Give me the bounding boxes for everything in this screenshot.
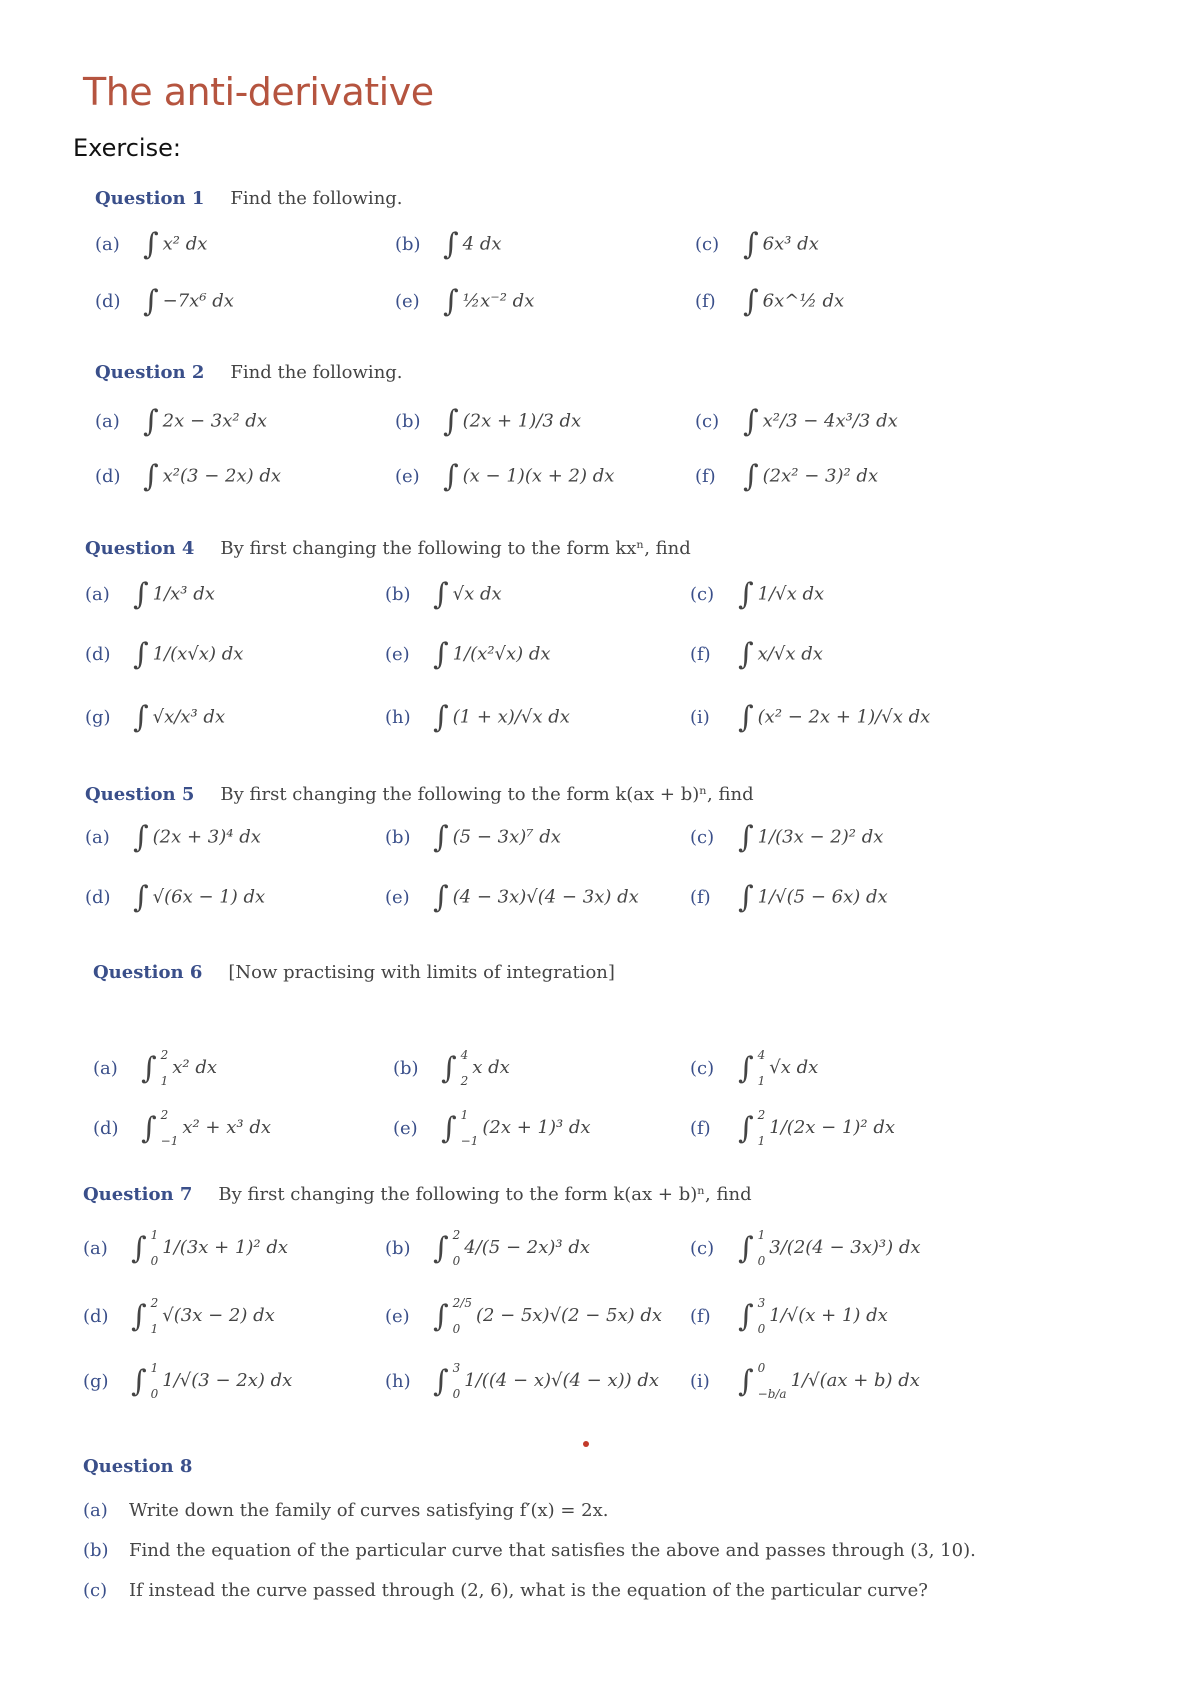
integral-expression bbox=[441, 1042, 510, 1094]
q4-part-d bbox=[85, 637, 243, 672]
q7-part-g bbox=[83, 1355, 292, 1407]
integral-expression bbox=[133, 637, 243, 672]
integral-expression bbox=[133, 820, 261, 855]
integral-sign: ∫ bbox=[738, 700, 754, 735]
q7-instruction: By first changing the following to the form k(ax + b)ⁿ, find bbox=[218, 1184, 752, 1205]
integral-expression bbox=[433, 1222, 590, 1274]
q7-label: Question 7 bbox=[83, 1184, 193, 1205]
integral-sign: ∫ bbox=[738, 1230, 754, 1266]
q7-part-i bbox=[690, 1355, 920, 1407]
integration-limits bbox=[758, 1042, 766, 1094]
q1-part-d bbox=[95, 284, 234, 319]
upper-limit: 1 bbox=[460, 1108, 469, 1122]
integral-sign: ∫ bbox=[433, 880, 449, 915]
integral-sign: ∫ bbox=[443, 284, 459, 319]
q1-part-a bbox=[95, 227, 207, 262]
q5-part-a bbox=[85, 820, 261, 855]
q2-part-d bbox=[95, 459, 281, 494]
integration-limits bbox=[453, 1355, 461, 1407]
integral-sign: ∫ bbox=[441, 1110, 457, 1146]
integral-sign: ∫ bbox=[141, 1110, 157, 1146]
integral-sign: ∫ bbox=[743, 404, 759, 439]
lower-limit: 1 bbox=[757, 1074, 766, 1088]
q7-part-a bbox=[83, 1222, 288, 1274]
integral-expression bbox=[743, 404, 898, 439]
part-text: If instead the curve passed through (2, 6), what is the equation of the particular curve? bbox=[129, 1580, 928, 1601]
part-label: (a) bbox=[85, 584, 110, 605]
q7-part-f bbox=[690, 1290, 888, 1342]
integrand: 6x³ dx bbox=[762, 233, 819, 255]
integrand: 4/(5 − 2x)³ dx bbox=[464, 1237, 591, 1258]
lower-limit: 0 bbox=[452, 1387, 461, 1401]
part-label: (a) bbox=[93, 1057, 118, 1079]
q4-part-i bbox=[690, 700, 930, 735]
lower-limit: 0 bbox=[150, 1387, 159, 1401]
integral-sign: ∫ bbox=[143, 227, 159, 262]
integrand: (x − 1)(x + 2) dx bbox=[462, 465, 615, 487]
part-label: (c) bbox=[690, 827, 715, 848]
part-label: (b) bbox=[385, 1237, 411, 1259]
integral-expression bbox=[131, 1355, 292, 1407]
integration-limits bbox=[453, 1222, 461, 1274]
part-label: (g) bbox=[85, 707, 111, 728]
q6-part-c bbox=[690, 1042, 818, 1094]
q8-header bbox=[83, 1456, 218, 1477]
integrand: √x dx bbox=[452, 583, 502, 605]
part-label: (d) bbox=[93, 1117, 119, 1139]
integral-sign: ∫ bbox=[133, 700, 149, 735]
page-title: The anti-derivative bbox=[83, 70, 434, 114]
integration-limits bbox=[161, 1042, 169, 1094]
lower-limit: −b/a bbox=[757, 1387, 787, 1401]
part-label: (f) bbox=[690, 887, 711, 908]
integrand: (2x + 1)/3 dx bbox=[462, 410, 582, 432]
integral-expression bbox=[433, 700, 570, 735]
q5-part-b bbox=[385, 820, 561, 855]
integral-sign: ∫ bbox=[743, 227, 759, 262]
q4-instruction: By first changing the following to the form kxⁿ, find bbox=[220, 538, 691, 559]
integral-sign: ∫ bbox=[143, 284, 159, 319]
part-label: (d) bbox=[85, 644, 111, 665]
integral-sign: ∫ bbox=[743, 459, 759, 494]
integration-limits bbox=[151, 1290, 159, 1342]
q7-part-b bbox=[385, 1222, 590, 1274]
integrand: x²(3 − 2x) dx bbox=[162, 465, 282, 487]
q7-part-e bbox=[385, 1290, 662, 1342]
integral-expression bbox=[738, 700, 930, 735]
q1-part-c bbox=[695, 227, 819, 262]
part-label: (b) bbox=[385, 827, 411, 848]
lower-limit: −1 bbox=[460, 1134, 479, 1148]
integral-expression bbox=[131, 1290, 275, 1342]
integrand: 3/(2(4 − 3x)³) dx bbox=[769, 1237, 921, 1258]
part-label: (b) bbox=[393, 1057, 419, 1079]
integral-expression bbox=[738, 1102, 895, 1154]
part-label: (i) bbox=[690, 1370, 710, 1392]
integral-expression bbox=[133, 700, 225, 735]
q5-part-c bbox=[690, 820, 883, 855]
integral-sign: ∫ bbox=[738, 577, 754, 612]
integral-expression bbox=[433, 637, 551, 672]
integrand: (5 − 3x)⁷ dx bbox=[452, 826, 561, 848]
integral-sign: ∫ bbox=[738, 637, 754, 672]
q5-part-e bbox=[385, 880, 639, 915]
integrand: 1/√(5 − 6x) dx bbox=[757, 886, 888, 908]
integral-expression bbox=[141, 1042, 217, 1094]
integral-sign: ∫ bbox=[738, 880, 754, 915]
q6-instruction: [Now practising with limits of integration] bbox=[228, 962, 615, 983]
integral-sign: ∫ bbox=[133, 637, 149, 672]
upper-limit: 4 bbox=[460, 1048, 469, 1062]
integral-expression bbox=[133, 577, 215, 612]
lower-limit: 1 bbox=[150, 1322, 159, 1336]
integral-sign: ∫ bbox=[433, 1298, 449, 1334]
integral-sign: ∫ bbox=[433, 820, 449, 855]
lower-limit: 0 bbox=[757, 1254, 766, 1268]
integral-expression bbox=[743, 459, 878, 494]
q2-header bbox=[95, 362, 403, 383]
part-label: (e) bbox=[385, 887, 410, 908]
integral-sign: ∫ bbox=[131, 1230, 147, 1266]
upper-limit: 2 bbox=[452, 1228, 461, 1242]
part-label: (a) bbox=[95, 234, 120, 255]
upper-limit: 3 bbox=[757, 1296, 766, 1310]
integrand: 1/√x dx bbox=[757, 583, 825, 605]
red-dot-mark bbox=[583, 1441, 589, 1447]
q2-part-f bbox=[695, 459, 878, 494]
integration-limits bbox=[758, 1102, 766, 1154]
q1-part-b bbox=[395, 227, 502, 262]
integral-expression bbox=[743, 227, 819, 262]
q4-part-e bbox=[385, 637, 551, 672]
integral-sign: ∫ bbox=[131, 1298, 147, 1334]
integral-expression bbox=[143, 227, 207, 262]
integral-expression bbox=[738, 880, 888, 915]
integrand: x² dx bbox=[162, 233, 208, 255]
lower-limit: 0 bbox=[452, 1254, 461, 1268]
integral-sign: ∫ bbox=[133, 820, 149, 855]
q4-header bbox=[85, 538, 691, 559]
part-label: (i) bbox=[690, 707, 710, 728]
integrand: 1/(x√x) dx bbox=[152, 643, 244, 665]
integral-expression bbox=[738, 1222, 921, 1274]
integrand: (2x + 1)³ dx bbox=[482, 1117, 591, 1138]
integrand: 2x − 3x² dx bbox=[162, 410, 267, 432]
integral-sign: ∫ bbox=[738, 1363, 754, 1399]
part-label: (g) bbox=[83, 1370, 109, 1392]
integral-sign: ∫ bbox=[433, 577, 449, 612]
part-label: (e) bbox=[385, 1305, 410, 1327]
q6-part-f bbox=[690, 1102, 895, 1154]
integral-expression bbox=[738, 1355, 920, 1407]
upper-limit: 2/5 bbox=[452, 1296, 472, 1310]
part-label: (f) bbox=[690, 1305, 711, 1327]
q1-header bbox=[95, 188, 403, 209]
part-label: (a) bbox=[85, 827, 110, 848]
lower-limit: −1 bbox=[160, 1134, 179, 1148]
integral-sign: ∫ bbox=[738, 820, 754, 855]
q6-part-d bbox=[93, 1102, 271, 1154]
integrand: √x/x³ dx bbox=[152, 706, 226, 728]
part-label: (d) bbox=[95, 291, 121, 312]
q6-label: Question 6 bbox=[93, 962, 203, 983]
part-label: (e) bbox=[395, 291, 420, 312]
q5-instruction: By first changing the following to the form k(ax + b)ⁿ, find bbox=[220, 784, 754, 805]
integral-expression bbox=[433, 820, 561, 855]
upper-limit: 1 bbox=[150, 1228, 159, 1242]
q5-part-f bbox=[690, 880, 888, 915]
integrand: x²/3 − 4x³/3 dx bbox=[762, 410, 898, 432]
integration-limits bbox=[453, 1290, 472, 1342]
upper-limit: 2 bbox=[160, 1048, 169, 1062]
integral-sign: ∫ bbox=[433, 1230, 449, 1266]
lower-limit: 2 bbox=[460, 1074, 469, 1088]
part-label: (a) bbox=[83, 1237, 108, 1259]
integral-sign: ∫ bbox=[433, 637, 449, 672]
integrand: 1/(3x − 2)² dx bbox=[757, 826, 884, 848]
lower-limit: 1 bbox=[757, 1134, 766, 1148]
q1-part-f bbox=[695, 284, 844, 319]
upper-limit: 2 bbox=[160, 1108, 169, 1122]
integrand: 1/(3x + 1)² dx bbox=[162, 1237, 289, 1258]
q7-part-c bbox=[690, 1222, 921, 1274]
q5-part-d bbox=[85, 880, 265, 915]
part-label: (c) bbox=[695, 234, 720, 255]
part-label: (d) bbox=[85, 887, 111, 908]
part-label: (c) bbox=[690, 584, 715, 605]
lower-limit: 0 bbox=[150, 1254, 159, 1268]
integral-expression bbox=[738, 577, 824, 612]
part-label: (e) bbox=[395, 466, 420, 487]
lower-limit: 0 bbox=[452, 1322, 461, 1336]
q7-part-h bbox=[385, 1355, 659, 1407]
integral-sign: ∫ bbox=[141, 1050, 157, 1086]
integrand: x dx bbox=[472, 1057, 510, 1078]
integral-expression bbox=[433, 1355, 659, 1407]
integration-limits bbox=[758, 1222, 766, 1274]
integral-sign: ∫ bbox=[738, 1298, 754, 1334]
upper-limit: 3 bbox=[452, 1361, 461, 1375]
q8-label: Question 8 bbox=[83, 1456, 193, 1477]
integral-expression bbox=[743, 284, 844, 319]
q4-part-a bbox=[85, 577, 215, 612]
part-label: (e) bbox=[393, 1117, 418, 1139]
integral-sign: ∫ bbox=[441, 1050, 457, 1086]
part-label: (f) bbox=[695, 291, 716, 312]
part-label: (a) bbox=[83, 1500, 108, 1521]
q2-label: Question 2 bbox=[95, 362, 205, 383]
part-label: (f) bbox=[690, 644, 711, 665]
part-label: (b) bbox=[385, 584, 411, 605]
integration-limits bbox=[758, 1355, 787, 1407]
integral-expression bbox=[738, 637, 823, 672]
integration-limits bbox=[151, 1222, 159, 1274]
integral-sign: ∫ bbox=[443, 459, 459, 494]
lower-limit: 1 bbox=[160, 1074, 169, 1088]
integrand: √(6x − 1) dx bbox=[152, 886, 266, 908]
part-label: (b) bbox=[395, 234, 421, 255]
part-label: (b) bbox=[395, 411, 421, 432]
integration-limits bbox=[758, 1290, 766, 1342]
integral-expression bbox=[433, 1290, 662, 1342]
integral-expression bbox=[738, 1042, 818, 1094]
integrand: x² + x³ dx bbox=[182, 1117, 271, 1138]
integration-limits bbox=[461, 1042, 469, 1094]
integral-sign: ∫ bbox=[443, 227, 459, 262]
upper-limit: 1 bbox=[150, 1361, 159, 1375]
integral-sign: ∫ bbox=[143, 404, 159, 439]
q2-part-b bbox=[395, 404, 581, 439]
integral-expression bbox=[131, 1222, 288, 1274]
integral-sign: ∫ bbox=[433, 700, 449, 735]
q2-part-c bbox=[695, 404, 898, 439]
part-label: (e) bbox=[385, 644, 410, 665]
upper-limit: 1 bbox=[757, 1228, 766, 1242]
exercise-heading: Exercise: bbox=[73, 134, 181, 162]
integral-expression bbox=[133, 880, 265, 915]
integrand: 1/√(3 − 2x) dx bbox=[162, 1370, 293, 1391]
integral-sign: ∫ bbox=[443, 404, 459, 439]
integrand: (x² − 2x + 1)/√x dx bbox=[757, 706, 931, 728]
q2-part-a bbox=[95, 404, 267, 439]
q4-part-h bbox=[385, 700, 570, 735]
upper-limit: 4 bbox=[757, 1048, 766, 1062]
q8-part-a bbox=[83, 1500, 609, 1521]
q4-label: Question 4 bbox=[85, 538, 195, 559]
integral-sign: ∫ bbox=[738, 1050, 754, 1086]
integral-expression bbox=[443, 284, 534, 319]
integral-expression bbox=[433, 880, 639, 915]
q4-part-f bbox=[690, 637, 823, 672]
q4-part-b bbox=[385, 577, 502, 612]
integral-sign: ∫ bbox=[433, 1363, 449, 1399]
integrand: (2 − 5x)√(2 − 5x) dx bbox=[475, 1305, 663, 1326]
integrand: 1/√(ax + b) dx bbox=[790, 1370, 920, 1391]
integral-sign: ∫ bbox=[738, 1110, 754, 1146]
part-label: (f) bbox=[695, 466, 716, 487]
integral-sign: ∫ bbox=[133, 577, 149, 612]
q6-part-b bbox=[393, 1042, 510, 1094]
integral-sign: ∫ bbox=[131, 1363, 147, 1399]
upper-limit: 2 bbox=[757, 1108, 766, 1122]
integral-expression bbox=[441, 1102, 591, 1154]
upper-limit: 0 bbox=[757, 1361, 766, 1375]
integrand: 1/(2x − 1)² dx bbox=[769, 1117, 896, 1138]
integration-limits bbox=[161, 1102, 179, 1154]
upper-limit: 2 bbox=[150, 1296, 159, 1310]
q4-part-c bbox=[690, 577, 824, 612]
integrand: 1/((4 − x)√(4 − x)) dx bbox=[464, 1370, 660, 1391]
integrand: x² dx bbox=[172, 1057, 218, 1078]
part-label: (b) bbox=[83, 1540, 109, 1561]
integrand: x/√x dx bbox=[757, 643, 823, 665]
q4-part-g bbox=[85, 700, 225, 735]
integral-expression bbox=[738, 1290, 888, 1342]
integrand: 1/√(x + 1) dx bbox=[769, 1305, 888, 1326]
q2-instruction: Find the following. bbox=[230, 362, 403, 383]
integrand: 1/x³ dx bbox=[152, 583, 215, 605]
integral-expression bbox=[443, 404, 581, 439]
part-text: Find the equation of the particular curve that satisfies the above and passes through (3, 10). bbox=[129, 1540, 976, 1561]
integrand: −7x⁶ dx bbox=[162, 290, 234, 312]
integrand: ½x⁻² dx bbox=[462, 290, 535, 312]
q5-header bbox=[85, 784, 754, 805]
part-label: (f) bbox=[690, 1117, 711, 1139]
integrand: (4 − 3x)√(4 − 3x) dx bbox=[452, 886, 639, 908]
integral-expression bbox=[443, 227, 502, 262]
integrand: √x dx bbox=[769, 1057, 819, 1078]
part-label: (a) bbox=[95, 411, 120, 432]
q1-instruction: Find the following. bbox=[230, 188, 403, 209]
integrand: 6x^½ dx bbox=[762, 290, 845, 312]
q5-label: Question 5 bbox=[85, 784, 195, 805]
part-label: (d) bbox=[95, 466, 121, 487]
q8-part-c bbox=[83, 1580, 928, 1601]
part-label: (h) bbox=[385, 1370, 411, 1392]
q7-header bbox=[83, 1184, 752, 1205]
integral-expression bbox=[433, 577, 502, 612]
part-label: (c) bbox=[83, 1580, 108, 1601]
integral-sign: ∫ bbox=[743, 284, 759, 319]
q7-part-d bbox=[83, 1290, 275, 1342]
integral-expression bbox=[143, 404, 267, 439]
integral-expression bbox=[738, 820, 883, 855]
q8-part-b bbox=[83, 1540, 976, 1561]
q6-part-a bbox=[93, 1042, 217, 1094]
part-label: (c) bbox=[690, 1237, 715, 1259]
q1-part-e bbox=[395, 284, 534, 319]
part-label: (c) bbox=[695, 411, 720, 432]
integral-expression bbox=[443, 459, 614, 494]
integrand: (1 + x)/√x dx bbox=[452, 706, 570, 728]
integral-expression bbox=[143, 459, 281, 494]
q6-header bbox=[93, 962, 615, 983]
integrand: (2x² − 3)² dx bbox=[762, 465, 879, 487]
part-text: Write down the family of curves satisfying f′(x) = 2x. bbox=[129, 1500, 609, 1521]
integrand: (2x + 3)⁴ dx bbox=[152, 826, 261, 848]
q1-label: Question 1 bbox=[95, 188, 205, 209]
lower-limit: 0 bbox=[757, 1322, 766, 1336]
part-label: (d) bbox=[83, 1305, 109, 1327]
integrand: √(3x − 2) dx bbox=[162, 1305, 275, 1326]
q2-part-e bbox=[395, 459, 614, 494]
integral-expression bbox=[143, 284, 234, 319]
integrand: 1/(x²√x) dx bbox=[452, 643, 551, 665]
part-label: (h) bbox=[385, 707, 411, 728]
integration-limits bbox=[461, 1102, 479, 1154]
integral-sign: ∫ bbox=[133, 880, 149, 915]
integrand: 4 dx bbox=[462, 233, 502, 255]
q6-part-e bbox=[393, 1102, 591, 1154]
part-label: (c) bbox=[690, 1057, 715, 1079]
integration-limits bbox=[151, 1355, 159, 1407]
integral-sign: ∫ bbox=[143, 459, 159, 494]
integral-expression bbox=[141, 1102, 271, 1154]
